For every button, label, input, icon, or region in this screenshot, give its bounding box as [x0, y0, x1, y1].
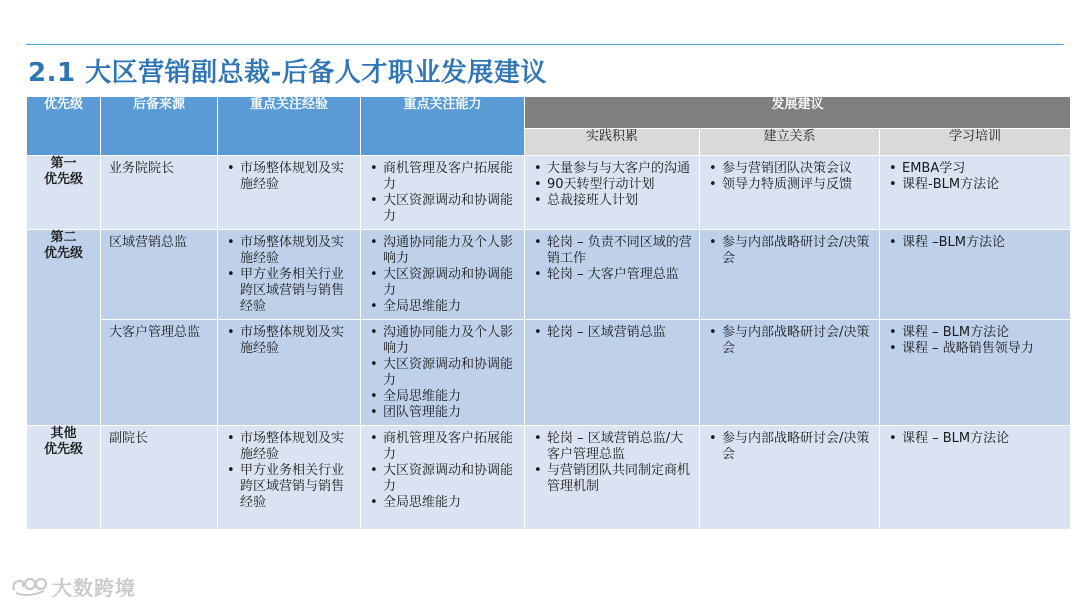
- list-item: • 领导力特质测评与反馈: [708, 177, 873, 193]
- list-item: • 商机管理及客户拓展能力: [369, 431, 518, 463]
- list-item: • 市场整体规划及实施经验: [226, 161, 354, 193]
- list-item: • 市场整体规划及实施经验: [226, 325, 354, 357]
- experience-cell: [218, 320, 361, 426]
- ability-list: [369, 161, 518, 225]
- experience-cell: [218, 156, 361, 230]
- list-item: • 甲方业务相关行业跨区域营销与销售经验: [226, 267, 354, 315]
- list-item: • 市场整体规划及实施经验: [226, 431, 354, 463]
- ability-cell: [361, 156, 525, 230]
- list-item: • 90天转型行动计划: [533, 177, 693, 193]
- list-item: • 市场整体规划及实施经验: [226, 235, 354, 267]
- list-item: • 全局思维能力: [369, 299, 518, 315]
- training-cell: [880, 320, 1071, 426]
- experience-list: [226, 431, 354, 511]
- list-item: • 参与内部战略研讨会/决策会: [708, 325, 873, 357]
- practice-cell: [525, 320, 700, 426]
- training-list: [888, 431, 1064, 447]
- list-item: • 大区资源调动和协调能力: [369, 193, 518, 225]
- list-item: • 轮岗 – 大客户管理总监: [533, 267, 693, 283]
- list-item: • 全局思维能力: [369, 495, 518, 511]
- list-item: • 总裁接班人计划: [533, 193, 693, 209]
- priority-cell: 第一 优先级: [27, 156, 101, 230]
- header-priority: 优先级: [27, 97, 101, 156]
- list-item: • 大区资源调动和协调能力: [369, 267, 518, 299]
- page-title: 2.1 大区营销副总裁-后备人才职业发展建议: [28, 58, 547, 88]
- relations-cell: [700, 320, 880, 426]
- practice-list: [533, 161, 693, 209]
- training-cell: [880, 230, 1071, 320]
- list-item: • 商机管理及客户拓展能力: [369, 161, 518, 193]
- training-list: [888, 235, 1064, 251]
- priority-cell: 其他 优先级: [27, 426, 101, 530]
- practice-cell: [525, 426, 700, 530]
- training-cell: [880, 156, 1071, 230]
- list-item: • 课程 – BLM方法论: [888, 431, 1064, 447]
- experience-cell: [218, 230, 361, 320]
- header-advice: 发展建议: [525, 97, 1071, 129]
- relations-list: [708, 431, 873, 463]
- source-label: 大客户管理总监: [109, 325, 201, 340]
- list-item: • 与营销团队共同制定商机管理机制: [533, 463, 693, 495]
- source-label: 区域营销总监: [109, 235, 188, 250]
- training-cell: [880, 426, 1071, 530]
- logo-icon: [10, 576, 48, 598]
- source-cell: [101, 156, 218, 230]
- ability-list: [369, 325, 518, 421]
- ability-list: [369, 431, 518, 511]
- list-item: • 轮岗 – 区域营销总监: [533, 325, 693, 341]
- list-item: • 大区资源调动和协调能力: [369, 463, 518, 495]
- table-row: [27, 156, 1071, 230]
- experience-list: [226, 161, 354, 193]
- list-item: • 甲方业务相关行业跨区域营销与销售经验: [226, 463, 354, 511]
- list-item: • 课程 – 战略销售领导力: [888, 341, 1064, 357]
- header-relations: 建立关系: [700, 128, 880, 155]
- watermark-logo: [10, 572, 136, 601]
- list-item: • 轮岗 – 负责不同区域的营销工作: [533, 235, 693, 267]
- list-item: • 大量参与与大客户的沟通: [533, 161, 693, 177]
- ability-list: [369, 235, 518, 315]
- training-list: [888, 161, 1064, 193]
- source-cell: [101, 320, 218, 426]
- list-item: • 大区资源调动和协调能力: [369, 357, 518, 389]
- top-rule: [26, 44, 1064, 45]
- list-item: • 课程-BLM方法论: [888, 177, 1064, 193]
- list-item: • 沟通协同能力及个人影响力: [369, 235, 518, 267]
- relations-cell: [700, 156, 880, 230]
- header-training: 学习培训: [880, 128, 1071, 155]
- ability-cell: [361, 320, 525, 426]
- header-ability: 重点关注能力: [361, 97, 525, 156]
- source-cell: [101, 426, 218, 530]
- list-item: • 沟通协同能力及个人影响力: [369, 325, 518, 357]
- experience-list: [226, 235, 354, 315]
- ability-cell: [361, 230, 525, 320]
- list-item: • 参与营销团队决策会议: [708, 161, 873, 177]
- ability-cell: [361, 426, 525, 530]
- relations-cell: [700, 426, 880, 530]
- relations-list: [708, 161, 873, 193]
- list-item: • 全局思维能力: [369, 389, 518, 405]
- header-source: 后备来源: [101, 97, 218, 156]
- watermark-text: 大数跨境: [52, 576, 136, 600]
- priority-cell: 第二 优先级: [27, 230, 101, 426]
- list-item: • 参与内部战略研讨会/决策会: [708, 431, 873, 463]
- list-item: • EMBA学习: [888, 161, 1064, 177]
- header-experience: 重点关注经验: [218, 97, 361, 156]
- table-body: [27, 156, 1071, 530]
- practice-list: [533, 431, 693, 495]
- practice-list: [533, 325, 693, 341]
- experience-cell: [218, 426, 361, 530]
- header-practice: 实践积累: [525, 128, 700, 155]
- list-item: • 团队管理能力: [369, 405, 518, 421]
- list-item: • 课程 – BLM方法论: [888, 325, 1064, 341]
- source-cell: [101, 230, 218, 320]
- practice-list: [533, 235, 693, 283]
- relations-cell: [700, 230, 880, 320]
- relations-list: [708, 325, 873, 357]
- experience-list: [226, 325, 354, 357]
- source-label: 副院长: [109, 431, 149, 446]
- relations-list: [708, 235, 873, 267]
- list-item: • 轮岗 – 区域营销总监/大客户管理总监: [533, 431, 693, 463]
- training-list: [888, 325, 1064, 357]
- table-row: [27, 426, 1071, 530]
- succession-table: [26, 96, 1071, 530]
- practice-cell: [525, 230, 700, 320]
- table-row: [27, 320, 1071, 426]
- source-label: 业务院院长: [109, 161, 175, 176]
- table-row: [27, 230, 1071, 320]
- practice-cell: [525, 156, 700, 230]
- list-item: • 课程 –BLM方法论: [888, 235, 1064, 251]
- list-item: • 参与内部战略研讨会/决策会: [708, 235, 873, 267]
